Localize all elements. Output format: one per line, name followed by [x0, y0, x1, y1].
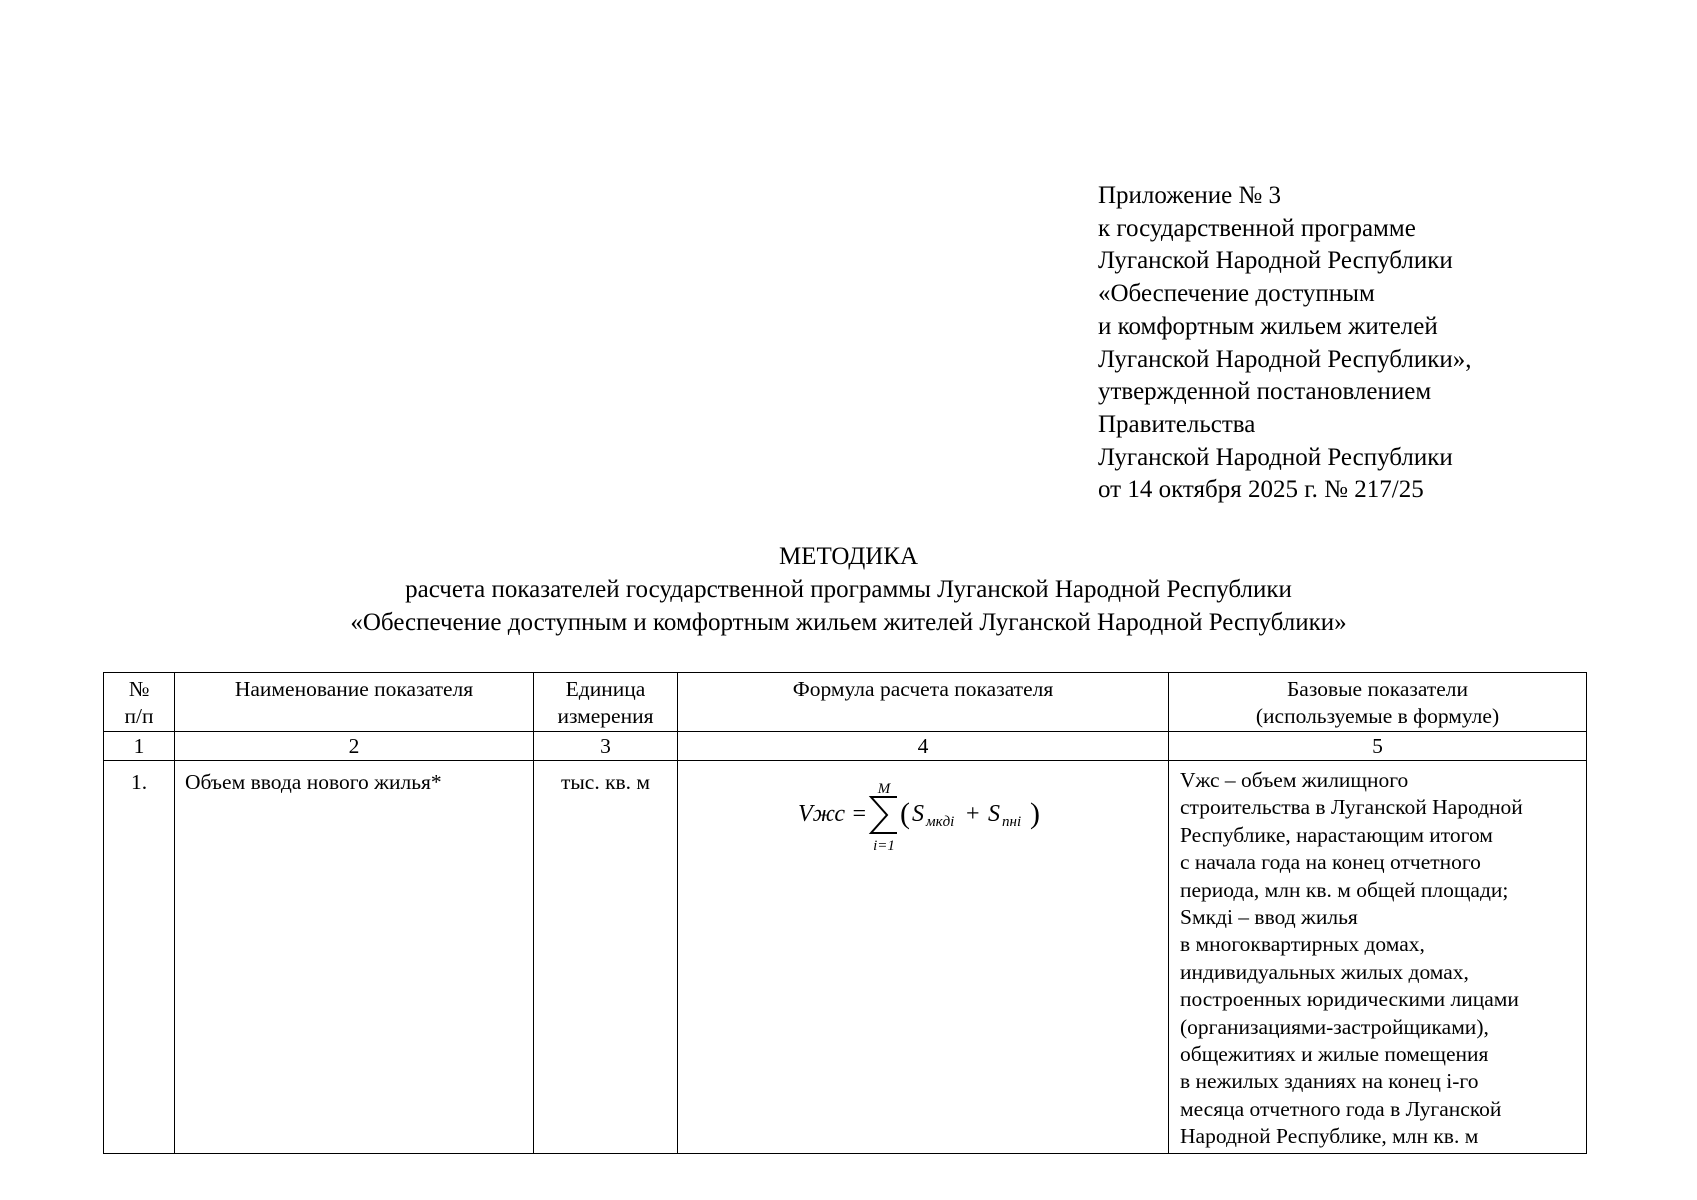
header-formula-text: Формула расчета показателя: [792, 677, 1054, 701]
description-line: в многоквартирных домах,: [1180, 932, 1425, 957]
formula-lower-limit: i=1: [873, 838, 895, 853]
appendix-line: к государственной программе: [1098, 214, 1416, 242]
formula-lhs: Vжс =: [798, 801, 868, 827]
appendix-line: Луганской Народной Республики»,: [1098, 345, 1472, 373]
description-line: строительства в Луганской Народной: [1180, 795, 1523, 820]
appendix-line: Луганской Народной Республики: [1098, 443, 1453, 471]
header-formula: [678, 673, 1169, 732]
header-indicator-name: [175, 673, 534, 732]
column-number: 4: [678, 732, 1169, 761]
description-line: построенных юридическими лицами: [1180, 987, 1519, 1012]
column-number: 1: [104, 732, 175, 761]
appendix-line: утвержденной постановлением: [1098, 378, 1432, 406]
header-base-line2: (используемые в формуле): [1255, 704, 1500, 728]
description-line: с начала года на конец отчетного: [1180, 850, 1481, 875]
description-line: периода, млн кв. м общей площади;: [1180, 877, 1509, 902]
indicator-unit: тыс. кв. м: [534, 761, 678, 1154]
formula-cell: [678, 761, 1169, 1154]
description-line: месяца отчетного года в Луганской: [1180, 1096, 1502, 1121]
formula-term2-sub: пнi: [1002, 814, 1022, 830]
description-line: Vжс – объем жилищного: [1180, 768, 1409, 792]
indicator-name: Объем ввода нового жилья*: [175, 761, 534, 1154]
appendix-block: [1098, 180, 1472, 507]
column-number: 5: [1169, 732, 1587, 761]
header-unit-line2: измерения: [557, 704, 654, 728]
header-base-line1: Базовые показатели: [1286, 677, 1469, 701]
table-row: [104, 761, 1587, 1154]
header-number-line1: №: [128, 677, 150, 701]
description-line: Sмкдi – ввод жилья: [1180, 905, 1358, 930]
document-title: МЕТОДИКА: [778, 543, 919, 570]
appendix-line: «Обеспечение доступным: [1098, 280, 1375, 308]
formula-upper-limit: M: [877, 781, 891, 797]
row-number: 1.: [104, 761, 175, 1154]
header-number-line2: п/п: [124, 704, 154, 728]
formula-open-paren: (: [900, 797, 910, 830]
document-subtitle-line: «Обеспечение доступным и комфортным жильем жителей Луганской Народной Республики»: [350, 609, 1347, 636]
appendix-line: и комфортным жильем жителей: [1098, 312, 1438, 340]
appendix-line: Луганской Народной Республики: [1098, 247, 1453, 275]
methodology-table: [103, 672, 1587, 1154]
description-line: Республике, нарастающим итогом: [1180, 822, 1493, 847]
formula-term1-sub: мкдi: [926, 814, 955, 830]
column-number: 2: [175, 732, 534, 761]
header-indicator-name-text: Наименование показателя: [234, 677, 474, 701]
description-line: (организациями-застройщиками),: [1180, 1014, 1489, 1039]
header-base-indicators: [1169, 673, 1587, 732]
appendix-line: Приложение № 3: [1098, 182, 1282, 209]
document-heading: [0, 540, 1697, 639]
formula-term1: S: [912, 801, 924, 827]
base-indicators-description: [1169, 761, 1587, 1154]
summation-formula: [798, 773, 1058, 853]
column-number-row: [104, 732, 1587, 761]
formula-plus: +: [966, 801, 980, 827]
description-line: Народной Республике, млн кв. м: [1180, 1124, 1479, 1149]
formula-close-paren: ): [1030, 797, 1040, 830]
header-number: [104, 673, 175, 732]
sigma-icon: [871, 797, 897, 833]
description-line: индивидуальных жилых домах,: [1180, 959, 1469, 984]
formula-term2: S: [988, 801, 1000, 827]
description-line: общежитиях и жилые помещения: [1180, 1042, 1489, 1067]
column-number: 3: [534, 732, 678, 761]
appendix-line: от 14 октября 2025 г. № 217/25: [1098, 476, 1424, 504]
header-unit: [534, 673, 678, 732]
description-line: в нежилых зданиях на конец i-го: [1180, 1069, 1479, 1094]
document-subtitle-line: расчета показателей государственной программы Луганской Народной Республики: [405, 576, 1292, 603]
appendix-line: Правительства: [1098, 410, 1256, 438]
header-unit-line1: Единица: [565, 677, 646, 701]
table-header-row: [104, 673, 1587, 732]
